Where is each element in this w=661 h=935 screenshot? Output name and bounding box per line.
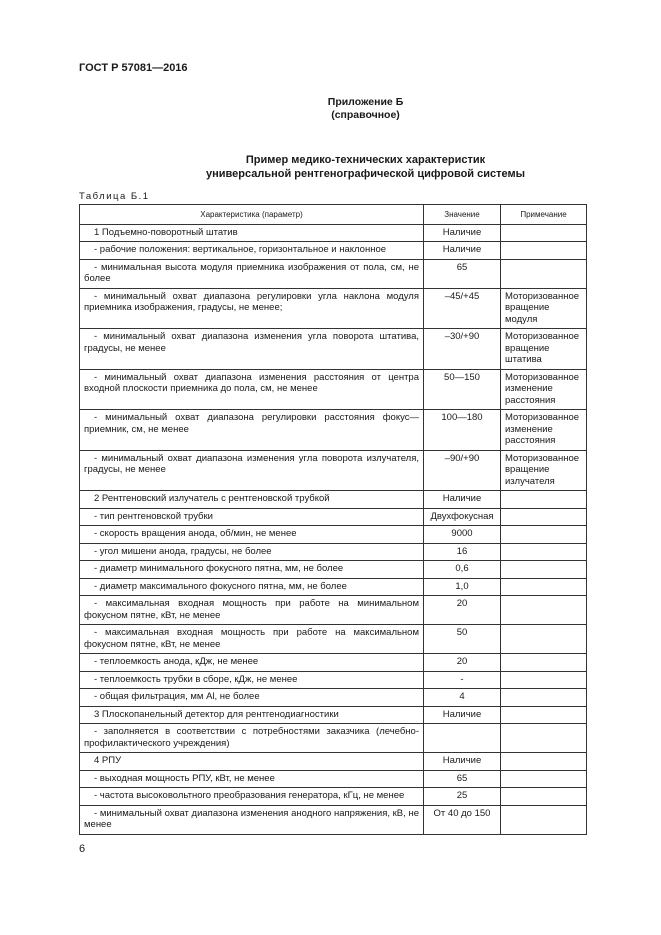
- note-cell: Моторизованное вращение излучателя: [501, 450, 587, 491]
- appendix-subtitle: (справочное): [331, 109, 400, 121]
- characteristic-cell: - общая фильтрация, мм Al, не более: [80, 689, 424, 707]
- characteristic-cell: 1 Подъемно-поворотный штатив: [80, 224, 424, 242]
- table-row: [80, 596, 587, 625]
- characteristic-cell: - теплоемкость трубки в сборе, кДж, не менее: [80, 671, 424, 689]
- table-row: [80, 508, 587, 526]
- value-cell: 50—150: [424, 369, 501, 410]
- note-cell: [501, 724, 587, 753]
- characteristic-cell: - угол мишени анода, градусы, не более: [80, 543, 424, 561]
- note-cell: [501, 508, 587, 526]
- value-cell: 9000: [424, 526, 501, 544]
- table-row: [80, 770, 587, 788]
- note-cell: [501, 753, 587, 771]
- header-value: Значение: [424, 205, 501, 225]
- value-cell: 1,0: [424, 578, 501, 596]
- note-cell: Моторизованное изменение расстояния: [501, 410, 587, 451]
- value-cell: 20: [424, 596, 501, 625]
- table-row: [80, 625, 587, 654]
- note-cell: [501, 671, 587, 689]
- note-cell: [501, 689, 587, 707]
- table-row: [80, 242, 587, 260]
- note-cell: [501, 491, 587, 509]
- characteristic-cell: - диаметр максимального фокусного пятна, мм, не более: [80, 578, 424, 596]
- table-row: [80, 369, 587, 410]
- table-row: [80, 491, 587, 509]
- document-id: ГОСТ Р 57081—2016: [79, 62, 188, 74]
- note-cell: [501, 561, 587, 579]
- value-cell: От 40 до 150: [424, 805, 501, 834]
- table-row: [80, 543, 587, 561]
- value-cell: 4: [424, 689, 501, 707]
- table-row: [80, 689, 587, 707]
- table-row: [80, 706, 587, 724]
- value-cell: 50: [424, 625, 501, 654]
- characteristic-cell: - диаметр минимального фокусного пятна, мм, не более: [80, 561, 424, 579]
- characteristic-cell: - минимальный охват диапазона изменения анодного напряжения, кВ, не менее: [80, 805, 424, 834]
- table-caption: Таблица Б.1: [79, 191, 150, 202]
- note-cell: [501, 543, 587, 561]
- value-cell: 65: [424, 770, 501, 788]
- table-row: [80, 259, 587, 288]
- header-note: Примечание: [501, 205, 587, 225]
- characteristic-cell: - заполняется в соответствии с потребностями заказчика (лечебно-профилактического учреждения): [80, 724, 424, 753]
- note-cell: [501, 770, 587, 788]
- characteristic-cell: - скорость вращения анода, об/мин, не менее: [80, 526, 424, 544]
- table-row: [80, 561, 587, 579]
- characteristic-cell: - выходная мощность РПУ, кВт, не менее: [80, 770, 424, 788]
- value-cell: –90/+90: [424, 450, 501, 491]
- characteristic-cell: - минимальная высота модуля приемника изображения от пола, см, не более: [80, 259, 424, 288]
- note-cell: [501, 526, 587, 544]
- note-cell: [501, 259, 587, 288]
- characteristic-cell: - тип рентгеновской трубки: [80, 508, 424, 526]
- table-title-line-1: Пример медико-технических характеристик: [245, 154, 486, 166]
- note-cell: Моторизованное вращение модуля: [501, 288, 587, 329]
- characteristic-cell: - частота высоковольтного преобразования генератора, кГц, не менее: [80, 788, 424, 806]
- note-cell: [501, 224, 587, 242]
- value-cell: Наличие: [424, 242, 501, 260]
- value-cell: 65: [424, 259, 501, 288]
- characteristic-cell: - минимальный охват диапазона изменения угла поворота излучателя, градусы, не менее: [80, 450, 424, 491]
- value-cell: -: [424, 671, 501, 689]
- note-cell: [501, 578, 587, 596]
- characteristics-table: [79, 204, 587, 835]
- value-cell: Двухфокусная: [424, 508, 501, 526]
- table-body: [80, 224, 587, 834]
- value-cell: 100—180: [424, 410, 501, 451]
- characteristic-cell: - теплоемкость анода, кДж, не менее: [80, 654, 424, 672]
- value-cell: [424, 724, 501, 753]
- table-row: [80, 788, 587, 806]
- note-cell: [501, 788, 587, 806]
- appendix-title: Приложение Б: [327, 96, 404, 108]
- note-cell: Моторизованное вращение штатива: [501, 329, 587, 370]
- characteristic-cell: 3 Плоскопанельный детектор для рентгенодиагностики: [80, 706, 424, 724]
- value-cell: Наличие: [424, 706, 501, 724]
- note-cell: [501, 625, 587, 654]
- table-row: [80, 224, 587, 242]
- note-cell: [501, 654, 587, 672]
- table-row: [80, 578, 587, 596]
- characteristic-cell: 2 Рентгеновский излучатель с рентгеновской трубкой: [80, 491, 424, 509]
- table-row: [80, 410, 587, 451]
- table-row: [80, 724, 587, 753]
- note-cell: [501, 242, 587, 260]
- value-cell: 20: [424, 654, 501, 672]
- table-row: [80, 450, 587, 491]
- table-title-line-2: универсальной рентгенографической цифровой системы: [205, 168, 526, 180]
- characteristic-cell: - минимальный охват диапазона регулировки расстояния фокус—приемник, см, не менее: [80, 410, 424, 451]
- table-row: [80, 288, 587, 329]
- value-cell: –30/+90: [424, 329, 501, 370]
- characteristic-cell: - рабочие положения: вертикальное, горизонтальное и наклонное: [80, 242, 424, 260]
- table-row: [80, 753, 587, 771]
- characteristic-cell: - максимальная входная мощность при работе на минимальном фокусном пятне, кВт, не менее: [80, 596, 424, 625]
- table-row: [80, 671, 587, 689]
- value-cell: Наличие: [424, 224, 501, 242]
- value-cell: 0,6: [424, 561, 501, 579]
- characteristic-cell: - минимальный охват диапазона изменения расстояния от центра входной плоскости приемника до пола, см, не менее: [80, 369, 424, 410]
- characteristic-cell: - минимальный охват диапазона изменения угла поворота штатива, градусы, не менее: [80, 329, 424, 370]
- note-cell: Моторизованное изменение расстояния: [501, 369, 587, 410]
- characteristic-cell: - минимальный охват диапазона регулировки угла наклона модуля приемника изображения, градусы, не менее;: [80, 288, 424, 329]
- header-characteristic: Характеристика (параметр): [80, 205, 424, 225]
- characteristic-cell: 4 РПУ: [80, 753, 424, 771]
- characteristic-cell: - максимальная входная мощность при работе на максимальном фокусном пятне, кВт, не менее: [80, 625, 424, 654]
- appendix-heading: [0, 96, 661, 122]
- table-row: [80, 805, 587, 834]
- value-cell: –45/+45: [424, 288, 501, 329]
- note-cell: [501, 805, 587, 834]
- table-row: [80, 654, 587, 672]
- page-number: 6: [79, 843, 86, 855]
- note-cell: [501, 596, 587, 625]
- value-cell: Наличие: [424, 753, 501, 771]
- table-header-row: [80, 205, 587, 225]
- value-cell: 16: [424, 543, 501, 561]
- table-title: [0, 153, 661, 181]
- table-row: [80, 526, 587, 544]
- table-row: [80, 329, 587, 370]
- value-cell: Наличие: [424, 491, 501, 509]
- value-cell: 25: [424, 788, 501, 806]
- note-cell: [501, 706, 587, 724]
